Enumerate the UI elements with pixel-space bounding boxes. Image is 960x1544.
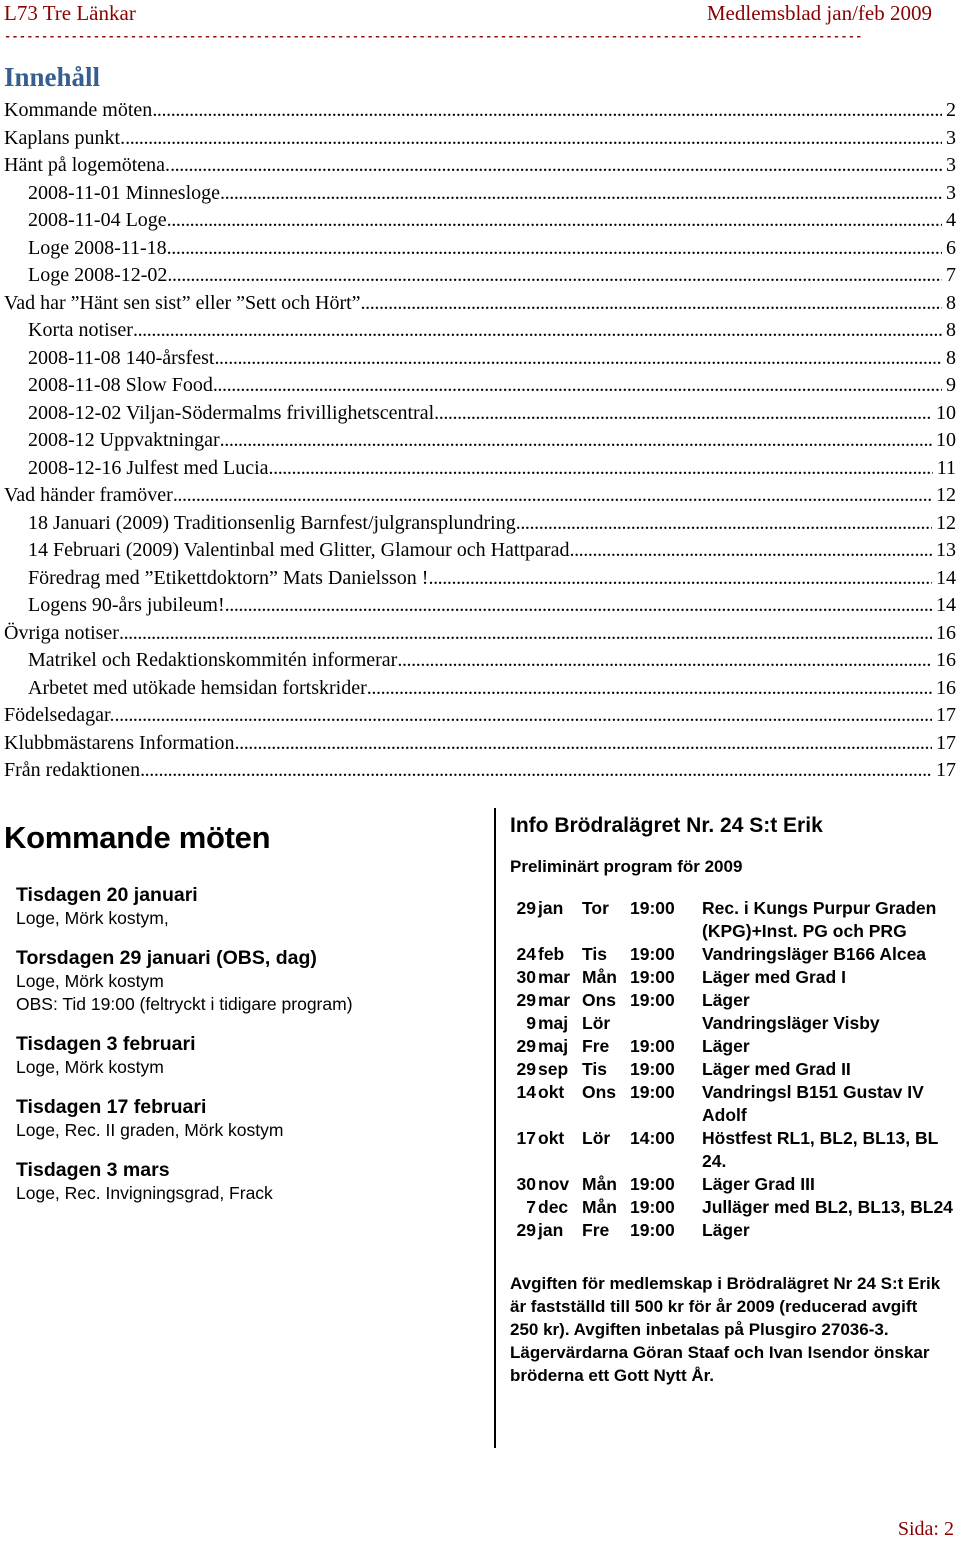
schedule-day: 7 bbox=[526, 1197, 536, 1217]
toc-entry-page: 16 bbox=[936, 649, 956, 671]
toc-entry-title: 2008-11-08 140-årsfest bbox=[28, 346, 215, 369]
toc-entry-page: 17 bbox=[936, 704, 956, 726]
schedule-day: 30 bbox=[516, 1174, 536, 1194]
toc-entry-title: Vad händer framöver bbox=[4, 484, 173, 506]
fee-text: Avgiften för medlemskap i Brödralägret Nr 24 S:t Erik är fastställd till 500 kr för år 2009 (reducerad avgift 250 kr). Avgiften inbetalas på Plusgiro 27036-3. bbox=[510, 1274, 941, 1339]
meeting-date: Tisdagen 3 mars bbox=[16, 1159, 170, 1181]
header-title: L73 Tre Länkar bbox=[4, 1, 136, 25]
toc-entry[interactable] bbox=[4, 675, 956, 703]
schedule-month: sep bbox=[538, 1059, 569, 1079]
toc-entry-title: Födelsedagar. bbox=[4, 704, 115, 726]
schedule-event: Läger med Grad II bbox=[702, 1059, 851, 1079]
toc-entry-page: 2 bbox=[946, 99, 956, 121]
toc-entry-page: 3 bbox=[946, 181, 956, 204]
schedule-row bbox=[510, 897, 960, 943]
toc-entry[interactable] bbox=[4, 317, 956, 345]
toc-entry-title: 14 Februari (2009) Valentinbal med Glitter, Glamour och Hattparad bbox=[28, 539, 570, 561]
schedule-row bbox=[510, 966, 960, 989]
schedule-time: 14:00 bbox=[630, 1128, 675, 1148]
toc-entry-title: Arbetet med utökade hemsidan fortskrider bbox=[28, 676, 367, 699]
meeting-item bbox=[16, 1032, 482, 1079]
schedule-row bbox=[510, 943, 960, 966]
toc-entry-page: 10 bbox=[936, 429, 956, 451]
toc-entry-page: 16 bbox=[936, 676, 956, 699]
toc-entry[interactable] bbox=[4, 152, 956, 180]
toc-entry-page: 9 bbox=[946, 374, 956, 396]
page-header bbox=[4, 0, 932, 44]
toc-leader bbox=[119, 620, 932, 648]
schedule-month: nov bbox=[538, 1174, 570, 1194]
schedule-time: 19:00 bbox=[630, 1220, 675, 1240]
schedule-day: 29 bbox=[516, 898, 536, 918]
page-number: Sida: 2 bbox=[897, 1518, 954, 1540]
toc-leader bbox=[173, 482, 932, 510]
greeting-text: Lägervärdarna Göran Staaf och Ivan Isendor önskar bröderna ett Gott Nytt År. bbox=[510, 1343, 930, 1385]
schedule-day: 14 bbox=[516, 1082, 536, 1102]
meeting-detail: Loge, Mörk kostym bbox=[16, 971, 164, 991]
schedule-day: 29 bbox=[516, 1220, 536, 1240]
toc-entry-title: Klubbmästarens Information bbox=[4, 731, 235, 754]
schedule-weekday: Lör bbox=[582, 1128, 611, 1148]
schedule-month: okt bbox=[538, 1082, 565, 1102]
toc-entry[interactable] bbox=[4, 730, 956, 758]
toc-entry-title: Matrikel och Redaktionskommitén informerar bbox=[28, 649, 398, 671]
toc-entry[interactable] bbox=[4, 345, 956, 373]
toc-entry-title: Korta notiser bbox=[28, 319, 133, 341]
toc-entry[interactable] bbox=[4, 702, 956, 730]
schedule-month: feb bbox=[538, 944, 565, 964]
fee-notice bbox=[510, 1272, 950, 1387]
schedule-day: 29 bbox=[516, 1059, 536, 1079]
schedule-event: Vandringsl B151 Gustav IV Adolf bbox=[702, 1082, 924, 1125]
schedule-time: 19:00 bbox=[630, 944, 675, 964]
toc-entry-page: 3 bbox=[946, 126, 956, 149]
toc-leader bbox=[434, 400, 932, 428]
schedule-weekday: Ons bbox=[582, 1082, 617, 1102]
toc-leader bbox=[361, 290, 942, 318]
schedule-time: 19:00 bbox=[630, 1174, 675, 1194]
schedule-event: Höstfest RL1, BL2, BL13, BL 24. bbox=[702, 1128, 938, 1171]
toc-leader bbox=[569, 537, 932, 565]
schedule-month: okt bbox=[538, 1128, 565, 1148]
info-title: Info Brödralägret Nr. 24 S:t Erik bbox=[510, 814, 823, 837]
toc-entry[interactable] bbox=[4, 537, 956, 565]
toc-entry[interactable] bbox=[4, 262, 956, 290]
toc-leader bbox=[115, 702, 932, 730]
schedule-day: 24 bbox=[516, 944, 536, 964]
schedule-time: 19:00 bbox=[630, 967, 675, 987]
schedule-table bbox=[510, 897, 960, 1242]
schedule-day: 29 bbox=[516, 1036, 536, 1056]
schedule-month: dec bbox=[538, 1197, 569, 1217]
info-subtitle: Preliminärt program för 2009 bbox=[510, 857, 743, 876]
toc-entry[interactable] bbox=[4, 482, 956, 510]
schedule-weekday: Mån bbox=[582, 1197, 617, 1217]
schedule-time: 19:00 bbox=[630, 1197, 675, 1217]
toc-entry[interactable] bbox=[4, 400, 956, 428]
toc-entry-page: 12 bbox=[936, 484, 956, 506]
toc-entry-title: 2008-11-08 Slow Food bbox=[28, 374, 213, 396]
toc-entry[interactable] bbox=[4, 207, 956, 235]
toc-leader bbox=[269, 455, 933, 483]
toc-leader bbox=[220, 427, 932, 455]
toc-leader bbox=[428, 565, 932, 593]
info-box bbox=[494, 808, 960, 1448]
schedule-weekday: Mån bbox=[582, 1174, 617, 1194]
toc-leader bbox=[125, 125, 942, 153]
toc-leader bbox=[213, 372, 942, 400]
toc-entry[interactable] bbox=[4, 455, 956, 483]
meeting-detail: Loge, Rec. Invigningsgrad, Frack bbox=[16, 1183, 273, 1203]
table-of-contents bbox=[4, 97, 956, 785]
meeting-item bbox=[16, 1095, 482, 1142]
schedule-weekday: Tis bbox=[582, 1059, 607, 1079]
schedule-weekday: Ons bbox=[582, 990, 617, 1010]
toc-entry[interactable] bbox=[4, 565, 956, 593]
header-rule: -------------------------------------------------------------------------------------------------------------------- bbox=[4, 30, 863, 44]
schedule-month: jan bbox=[538, 1220, 564, 1240]
schedule-event: Läger med Grad I bbox=[702, 967, 846, 987]
meetings-list bbox=[4, 883, 482, 1205]
toc-entry-title: Loge 2008-12-02 bbox=[28, 264, 168, 286]
toc-entry-page: 14 bbox=[936, 594, 956, 616]
toc-entry-title: Hänt på logemötena. bbox=[4, 154, 171, 176]
toc-entry-title: Föredrag med ”Etikettdoktorn” Mats Danielsson ! bbox=[28, 566, 429, 589]
schedule-event: Julläger med BL2, BL13, BL24 bbox=[702, 1197, 953, 1217]
toc-leader bbox=[152, 97, 942, 125]
toc-entry-title: 2008-11-04 Loge bbox=[28, 209, 167, 231]
toc-leader bbox=[167, 207, 942, 235]
toc-entry[interactable] bbox=[4, 427, 956, 455]
toc-entry-page: 6 bbox=[946, 236, 956, 259]
toc-entry-title: Från redaktionen bbox=[4, 759, 141, 781]
toc-leader bbox=[133, 317, 942, 345]
toc-entry[interactable] bbox=[4, 125, 956, 153]
schedule-event: Läger Grad III bbox=[702, 1174, 815, 1194]
toc-entry-title: Logens 90-års jubileum! bbox=[28, 594, 225, 616]
schedule-weekday: Mån bbox=[582, 967, 617, 987]
toc-leader bbox=[167, 262, 942, 290]
toc-entry[interactable] bbox=[4, 290, 956, 318]
schedule-day: 9 bbox=[526, 1013, 536, 1033]
schedule-weekday: Fre bbox=[582, 1220, 610, 1240]
upcoming-meetings bbox=[4, 820, 482, 1221]
toc-leader bbox=[167, 235, 942, 263]
schedule-event: Rec. i Kungs Purpur Graden (KPG)+Inst. PG och PRG bbox=[702, 898, 937, 941]
toc-entry-title: 18 Januari (2009) Traditionsenlig Barnfest/julgransplundring bbox=[28, 511, 516, 534]
toc-entry-title: 2008-12 Uppvaktningar bbox=[28, 429, 220, 451]
schedule-time: 19:00 bbox=[630, 1036, 675, 1056]
toc-entry-title: 2008-11-01 Minnesloge bbox=[28, 181, 221, 204]
schedule-day: 17 bbox=[516, 1128, 536, 1148]
schedule-row bbox=[510, 989, 960, 1012]
schedule-event: Läger bbox=[702, 1220, 750, 1240]
schedule-row bbox=[510, 1127, 960, 1173]
header-issue: Medlemsblad jan/feb 2009 bbox=[706, 1, 932, 25]
schedule-event: Läger bbox=[702, 1036, 750, 1056]
schedule-time: 19:00 bbox=[630, 898, 675, 918]
toc-entry-page: 17 bbox=[936, 759, 956, 781]
toc-entry[interactable] bbox=[4, 592, 956, 620]
schedule-row bbox=[510, 1035, 960, 1058]
schedule-month: jan bbox=[538, 898, 564, 918]
meeting-date: Tisdagen 3 februari bbox=[16, 1033, 196, 1055]
toc-leader bbox=[220, 180, 942, 208]
toc-entry-page: 14 bbox=[936, 566, 956, 589]
toc-entry[interactable] bbox=[4, 97, 956, 125]
meeting-detail: OBS: Tid 19:00 (feltryckt i tidigare program) bbox=[16, 994, 353, 1014]
toc-entry[interactable] bbox=[4, 620, 956, 648]
toc-entry-page: 4 bbox=[946, 209, 956, 231]
schedule-row bbox=[510, 1081, 960, 1127]
toc-title: Innehåll bbox=[4, 62, 101, 92]
toc-entry-page: 10 bbox=[936, 401, 956, 424]
meeting-item bbox=[16, 1158, 482, 1205]
toc-leader bbox=[235, 730, 933, 758]
schedule-weekday: Tor bbox=[582, 898, 609, 918]
toc-entry[interactable] bbox=[4, 647, 956, 675]
schedule-time: 19:00 bbox=[630, 1059, 675, 1079]
meeting-date: Torsdagen 29 januari (OBS, dag) bbox=[16, 947, 317, 969]
toc-entry[interactable] bbox=[4, 235, 956, 263]
toc-leader bbox=[214, 345, 942, 373]
toc-entry-page: 11 bbox=[936, 456, 956, 479]
schedule-row bbox=[510, 1173, 960, 1196]
meeting-date: Tisdagen 17 februari bbox=[16, 1096, 207, 1118]
toc-entry-title: Kaplans punkt. bbox=[4, 126, 126, 149]
toc-leader bbox=[140, 757, 932, 785]
toc-entry-page: 8 bbox=[946, 346, 956, 369]
toc-entry-title: 2008-12-16 Julfest med Lucia bbox=[28, 456, 269, 479]
schedule-weekday: Tis bbox=[582, 944, 607, 964]
schedule-event: Vandringsläger Visby bbox=[702, 1013, 880, 1033]
toc-entry-page: 7 bbox=[946, 264, 956, 286]
toc-entry-title: Övriga notiser bbox=[4, 621, 119, 644]
toc-leader bbox=[225, 592, 932, 620]
schedule-weekday: Fre bbox=[582, 1036, 610, 1056]
schedule-row bbox=[510, 1058, 960, 1081]
toc-entry[interactable] bbox=[4, 180, 956, 208]
toc-entry-page: 13 bbox=[936, 539, 956, 561]
toc-entry-page: 8 bbox=[946, 319, 956, 341]
schedule-time: 19:00 bbox=[630, 990, 675, 1010]
toc-leader bbox=[516, 510, 932, 538]
schedule-day: 30 bbox=[516, 967, 536, 987]
toc-entry[interactable] bbox=[4, 372, 956, 400]
toc-entry-page: 12 bbox=[936, 511, 956, 534]
schedule-event: Vandringsläger B166 Alcea bbox=[702, 944, 927, 964]
meeting-item bbox=[16, 883, 482, 930]
meetings-title: Kommande möten bbox=[4, 820, 271, 855]
toc-entry-title: Vad har ”Hänt sen sist” eller ”Sett och Hört” bbox=[4, 291, 361, 314]
schedule-day: 29 bbox=[516, 990, 536, 1010]
schedule-event: Läger bbox=[702, 990, 750, 1010]
schedule-row bbox=[510, 1196, 960, 1219]
toc-leader bbox=[397, 647, 932, 675]
meeting-detail: Loge, Mörk kostym bbox=[16, 1057, 164, 1077]
schedule-row bbox=[510, 1012, 960, 1035]
schedule-month: mar bbox=[538, 967, 571, 987]
schedule-weekday: Lör bbox=[582, 1013, 611, 1033]
schedule-month: mar bbox=[538, 990, 571, 1010]
toc-entry-page: 3 bbox=[946, 154, 956, 176]
meeting-item bbox=[16, 946, 482, 1016]
meeting-detail: Loge, Rec. II graden, Mörk kostym bbox=[16, 1120, 284, 1140]
toc-entry[interactable] bbox=[4, 510, 956, 538]
toc-entry-page: 17 bbox=[936, 731, 956, 754]
schedule-time: 19:00 bbox=[630, 1082, 675, 1102]
toc-leader bbox=[367, 675, 932, 703]
toc-leader bbox=[170, 152, 942, 180]
meeting-detail: Loge, Mörk kostym, bbox=[16, 908, 169, 928]
toc-entry[interactable] bbox=[4, 757, 956, 785]
toc-entry-page: 8 bbox=[946, 291, 956, 314]
toc-entry-title: Loge 2008-11-18 bbox=[28, 236, 167, 259]
schedule-month: maj bbox=[538, 1036, 569, 1056]
schedule-row bbox=[510, 1219, 960, 1242]
toc-entry-title: Kommande möten bbox=[4, 99, 153, 121]
meeting-date: Tisdagen 20 januari bbox=[16, 884, 198, 906]
toc-entry-page: 16 bbox=[936, 621, 956, 644]
toc-entry-title: 2008-12-02 Viljan-Södermalms frivillighetscentral bbox=[28, 401, 435, 424]
schedule-time bbox=[630, 1012, 702, 1035]
schedule-month: maj bbox=[538, 1013, 569, 1033]
